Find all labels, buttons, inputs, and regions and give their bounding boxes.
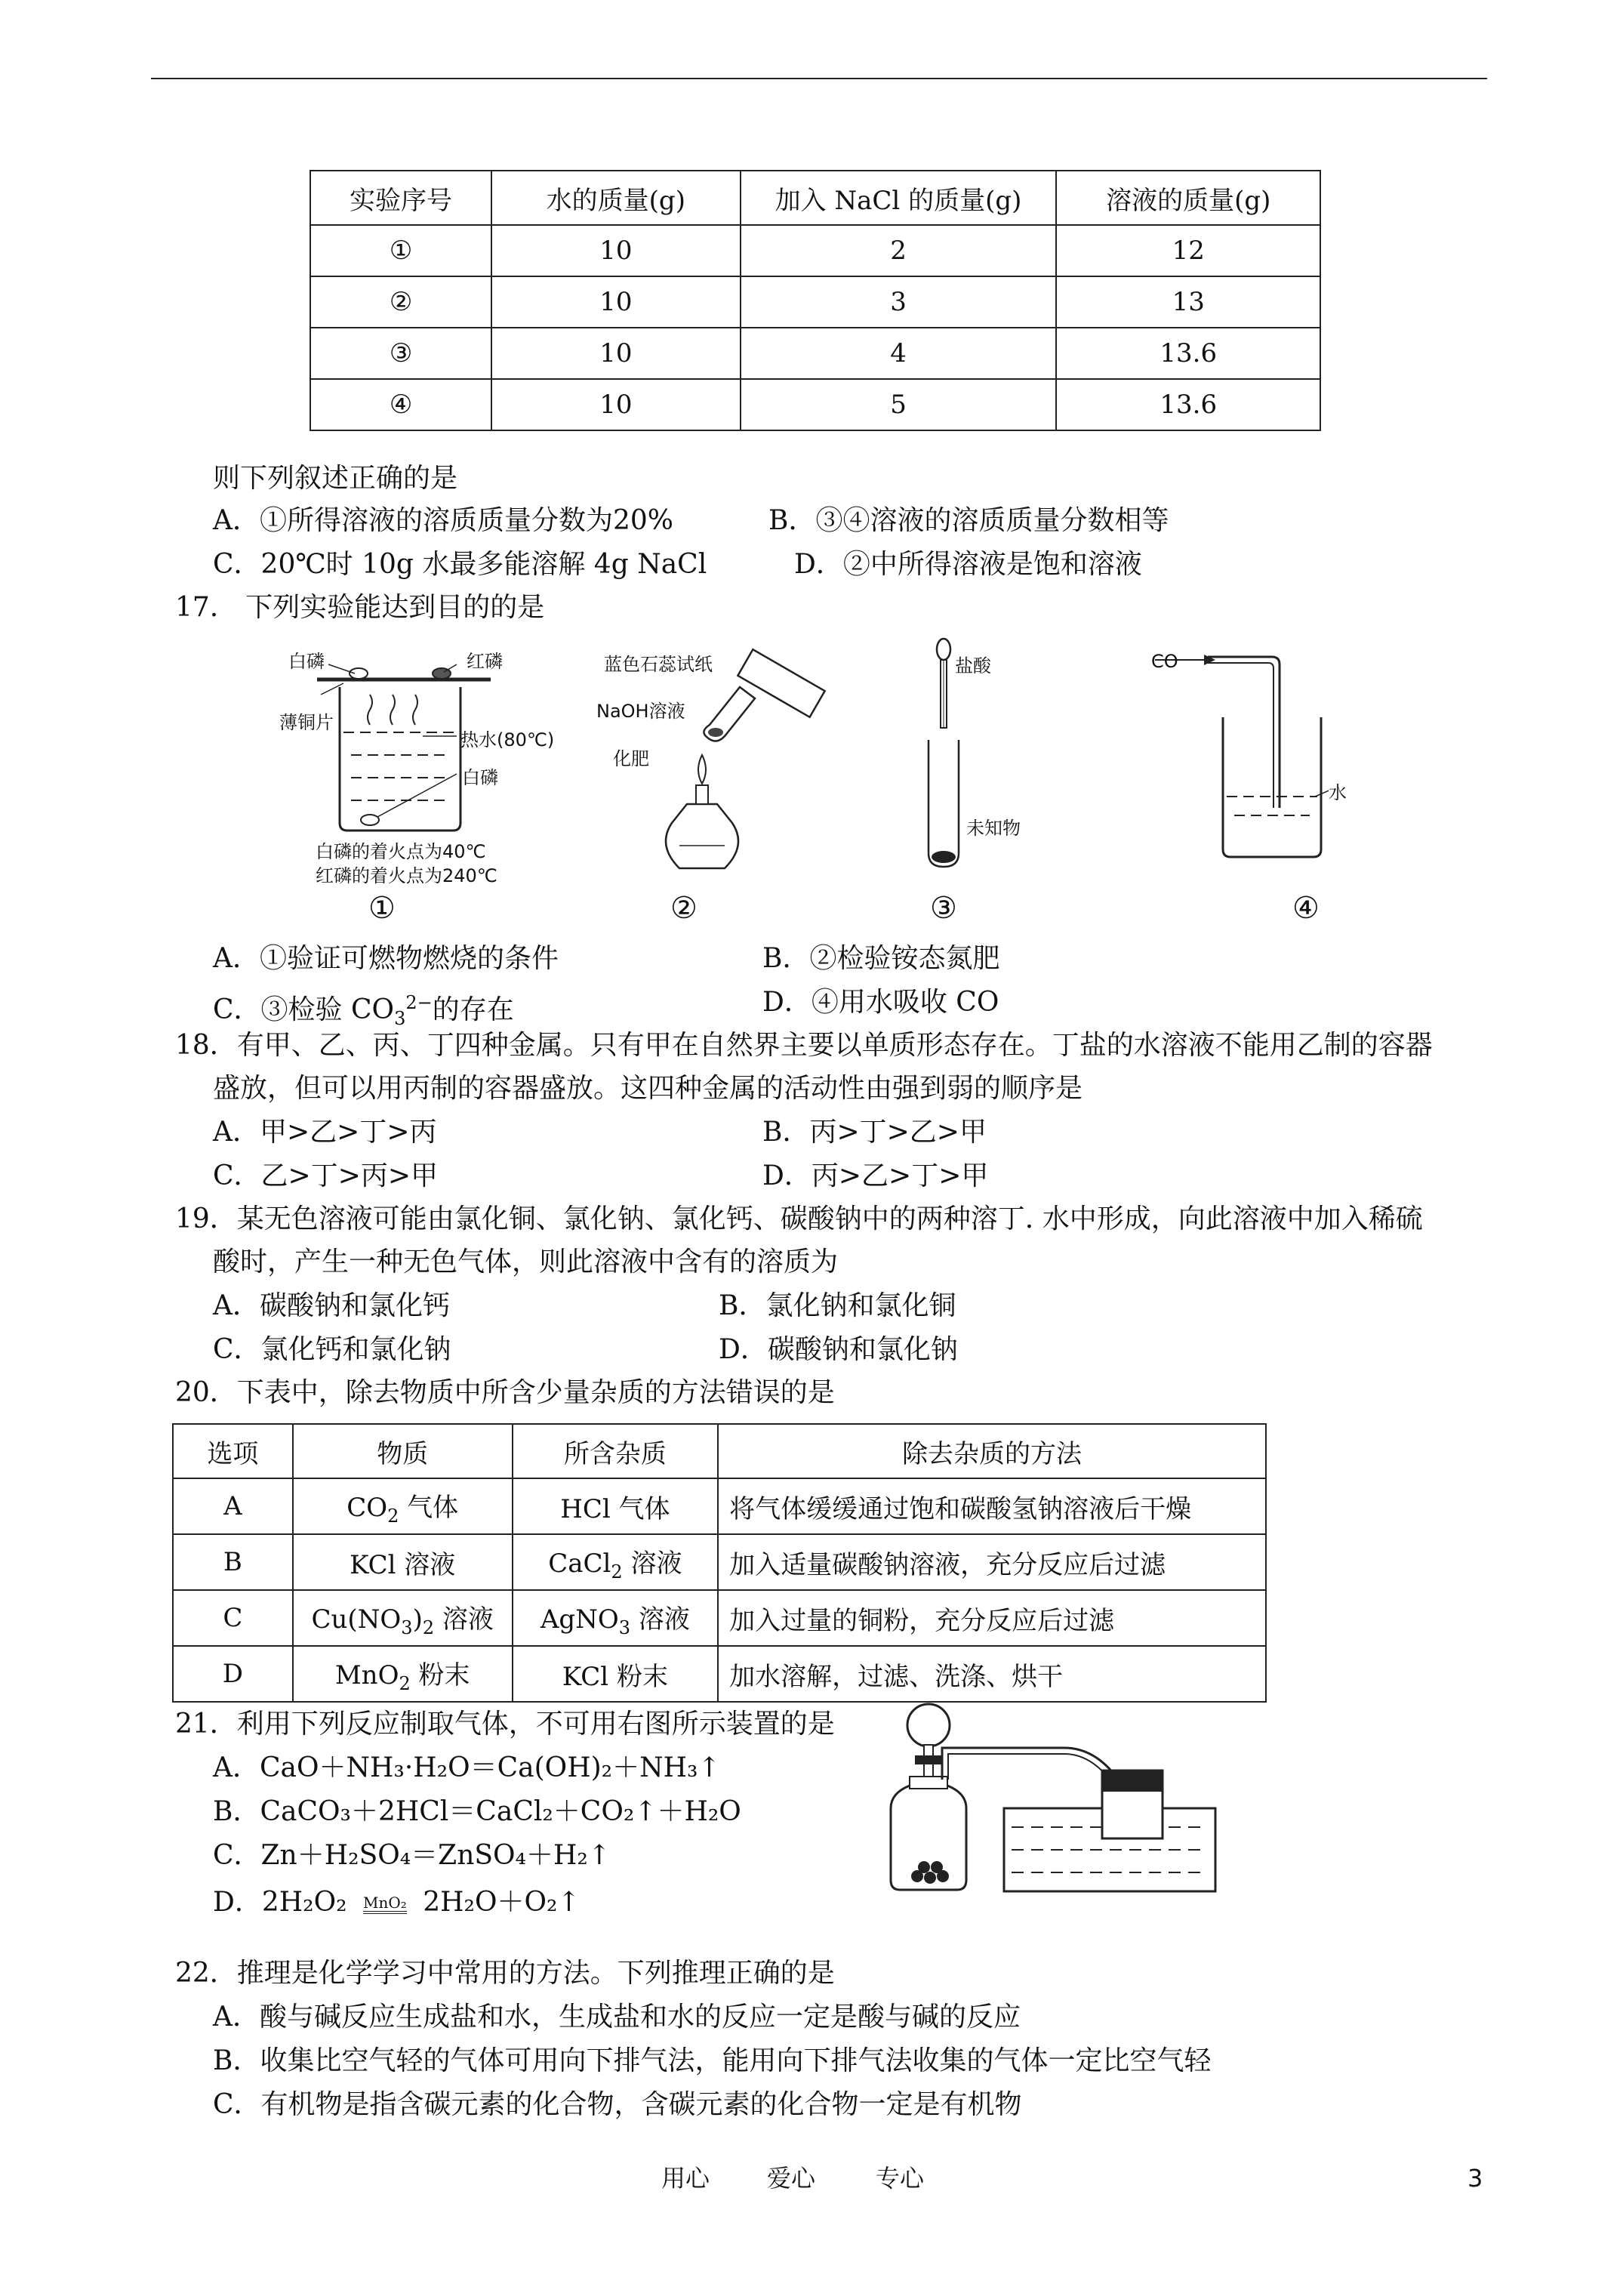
table-cell: A <box>173 1478 293 1534</box>
fig3-label-acid: 盐酸 <box>955 655 991 676</box>
q18-option-b: B．丙>丁>乙>甲 <box>762 1117 987 1148</box>
fig2-label-fertilizer: 化肥 <box>613 748 649 769</box>
q17-option-c-sub: 3 <box>394 1008 406 1030</box>
formula-text: MnO <box>334 1660 399 1690</box>
page-number: 3 <box>1467 2164 1483 2193</box>
fig2-label-litmus: 蓝色石蕊试纸 <box>604 654 713 675</box>
table-cell: KCl 溶液 <box>293 1534 513 1590</box>
table-cell: ③ <box>310 328 491 379</box>
beaker <box>340 687 460 831</box>
formula-sub: 3 <box>618 1616 631 1638</box>
figure-gas-apparatus <box>876 1695 1230 1899</box>
catalyst-label: MnO₂ <box>363 1894 407 1914</box>
table-row <box>173 1590 1266 1646</box>
q21-stem: 21．利用下列反应制取气体，不可用右图所示装置的是 <box>175 1709 835 1740</box>
q19-option-c: C．氯化钙和氯化钠 <box>213 1334 451 1365</box>
fig1-note-2: 红磷的着火点为240℃ <box>316 865 497 886</box>
q19-stem-line1: 19．某无色溶液可能由氯化铜、氯化钠、氯化钙、碳酸钠中的两种溶丁. 水中形成，向此溶液中加入稀硫 <box>175 1203 1423 1234</box>
table-cell: 10 <box>491 328 740 379</box>
fig2-label-naoh: NaOH溶液 <box>596 701 685 722</box>
q19-stem-line2: 酸时，产生一种无色气体，则此溶液中含有的溶质为 <box>213 1247 839 1277</box>
table-cell: 加水溶解，过滤、洗涤、烘干 <box>718 1646 1266 1702</box>
table-header: 除去杂质的方法 <box>718 1424 1266 1478</box>
q16-option-a: A．①所得溶液的溶质质量分数为20% <box>213 505 674 536</box>
fig1-label-red-phosphorus: 红磷 <box>467 651 503 672</box>
steam-wave <box>390 695 395 725</box>
q21-option-d <box>213 1886 581 1919</box>
q18-stem-line1: 18．有甲、乙、丙、丁四种金属。只有甲在自然界主要以单质形态存在。丁盐的水溶液不能用乙制的容器 <box>175 1030 1433 1061</box>
fig1-label-hot-water: 热水(80℃) <box>460 729 555 750</box>
fig1-label-white-phosphorus-2: 白磷 <box>462 767 498 788</box>
formula-text: 气体 <box>399 1492 459 1523</box>
table-cell <box>293 1478 513 1534</box>
formula-text: ) <box>412 1604 423 1635</box>
table-cell <box>513 1534 719 1590</box>
q22-option-c: C．有机物是指含碳元素的化合物，含碳元素的化合物一定是有机物 <box>213 2089 1022 2120</box>
q18-option-c: C．乙>丁>丙>甲 <box>213 1160 439 1191</box>
q17-option-c-text2: 的存在 <box>432 994 514 1025</box>
q21-option-a: A．CaO＋NH₃·H₂O＝Ca(OH)₂＋NH₃↑ <box>213 1752 721 1783</box>
table-cell: ④ <box>310 379 491 430</box>
table-cell: 10 <box>491 379 740 430</box>
impurity-table <box>172 1423 1267 1703</box>
solid-reagent <box>924 1872 936 1884</box>
table-cell: 5 <box>741 379 1057 430</box>
q21-option-d-left: D．2H₂O₂ <box>213 1887 347 1918</box>
table-cell: 3 <box>741 276 1057 328</box>
table-cell: 13 <box>1056 276 1320 328</box>
formula-sub: 2 <box>611 1561 623 1583</box>
figure-ammonium-test <box>627 642 838 883</box>
footer-text-b: 爱心 <box>767 2164 816 2193</box>
flame <box>698 755 706 784</box>
formula-text: Cu(NO <box>311 1604 402 1635</box>
q18-option-d: D．丙>乙>丁>甲 <box>762 1160 989 1191</box>
table-row <box>173 1534 1266 1590</box>
figure-co-absorption <box>1140 642 1329 868</box>
q18-option-a: A．甲>乙>丁>丙 <box>213 1117 437 1148</box>
table-header-row <box>173 1424 1266 1478</box>
stopcock <box>915 1755 942 1764</box>
steam-wave <box>413 695 417 725</box>
q17-option-c-sup: 2− <box>405 992 433 1013</box>
footer-text-a: 用心 <box>661 2164 710 2193</box>
dropper-bulb <box>937 639 950 660</box>
gas-tube-inner <box>1208 663 1273 808</box>
table-header-row <box>310 171 1320 225</box>
beaker <box>1223 717 1321 857</box>
table-row <box>310 225 1320 276</box>
submerged-white-phosphorus <box>361 815 379 825</box>
bottle-cap <box>1102 1771 1163 1792</box>
fig4-number: ④ <box>1292 891 1320 926</box>
table-cell: 12 <box>1056 225 1320 276</box>
table-cell: 13.6 <box>1056 328 1320 379</box>
q20-stem: 20．下表中，除去物质中所含少量杂质的方法错误的是 <box>175 1377 835 1408</box>
alcohol-lamp <box>666 804 738 868</box>
table-cell: 将气体缓缓通过饱和碳酸氢钠溶液后干燥 <box>718 1478 1266 1534</box>
fig1-label-white-phosphorus: 白磷 <box>288 651 325 672</box>
table-cell: C <box>173 1590 293 1646</box>
table-header: 实验序号 <box>310 171 491 225</box>
test-tube-contents <box>708 728 723 737</box>
q21-option-b: B．CaCO₃＋2HCl＝CaCl₂＋CO₂↑＋H₂O <box>213 1796 741 1827</box>
formula-text: 粉末 <box>410 1660 470 1690</box>
table-header: 加入 NaCl 的质量(g) <box>741 171 1057 225</box>
formula-sub: 2 <box>422 1616 435 1638</box>
formula-sub: 2 <box>399 1672 411 1694</box>
table-row <box>173 1478 1266 1534</box>
fig3-number: ③ <box>930 891 957 926</box>
white-phosphorus-lump <box>350 668 368 679</box>
table-cell: 2 <box>741 225 1057 276</box>
fig4-label-co: CO <box>1151 651 1178 672</box>
q16-option-c: C．20℃时 10g 水最多能溶解 4g NaCl <box>213 549 707 580</box>
gas-tube-outer <box>1208 657 1280 808</box>
q19-option-d: D．碳酸钠和氯化钠 <box>719 1334 958 1365</box>
table-cell <box>293 1590 513 1646</box>
test-tube <box>929 740 959 867</box>
table-cell: 13.6 <box>1056 379 1320 430</box>
formula-text: CO <box>346 1492 388 1523</box>
table-row <box>310 328 1320 379</box>
solubility-table <box>310 170 1321 431</box>
q16-option-d: D．②中所得溶液是饱和溶液 <box>794 549 1142 580</box>
q17-option-c <box>213 986 514 1035</box>
formula-text: 溶液 <box>630 1604 690 1635</box>
table-header: 选项 <box>173 1424 293 1478</box>
footer-text-c: 专心 <box>876 2164 925 2193</box>
table-cell: 加入过量的铜粉，充分反应后过滤 <box>718 1590 1266 1646</box>
separatory-funnel <box>907 1704 950 1746</box>
q22-stem: 22．推理是化学学习中常用的方法。下列推理正确的是 <box>175 1958 835 1989</box>
q21-option-c: C．Zn＋H₂SO₄＝ZnSO₄＋H₂↑ <box>213 1840 611 1871</box>
table-cell: ① <box>310 225 491 276</box>
q17-option-c-text: C．③检验 CO <box>213 994 395 1025</box>
table-row <box>310 379 1320 430</box>
table-cell: B <box>173 1534 293 1590</box>
q22-option-a: A．酸与碱反应生成盐和水，生成盐和水的反应一定是酸与碱的反应 <box>213 2002 1021 2032</box>
q17-option-d: D．④用水吸收 CO <box>762 987 999 1018</box>
q19-option-b: B．氯化钠和氯化铜 <box>719 1290 956 1321</box>
table-header: 所含杂质 <box>513 1424 719 1478</box>
formula-sub: 3 <box>401 1616 413 1638</box>
q21-option-d-right: 2H₂O＋O₂↑ <box>423 1887 581 1918</box>
lamp-neck <box>696 785 708 804</box>
fig1-label-copper: 薄铜片 <box>279 712 334 733</box>
fig1-note-1: 白磷的着火点为40℃ <box>316 841 486 862</box>
q17-option-a: A．①验证可燃物燃烧的条件 <box>213 943 559 974</box>
table-row <box>310 276 1320 328</box>
table-cell: ② <box>310 276 491 328</box>
table-cell <box>293 1646 513 1702</box>
table-cell <box>513 1590 719 1646</box>
steam-wave <box>368 695 372 725</box>
q19-option-a: A．碳酸钠和氯化钙 <box>213 1290 450 1321</box>
q16-stem: 则下列叙述正确的是 <box>213 463 458 494</box>
fig3-label-unknown: 未知物 <box>966 818 1021 839</box>
formula-text: AgNO <box>540 1604 619 1635</box>
litmus-paper <box>738 649 824 717</box>
unknown-solid <box>932 851 956 863</box>
fig4-label-water: 水 <box>1329 782 1347 803</box>
solid-reagent <box>918 1861 930 1873</box>
fig1-number: ① <box>368 891 396 926</box>
table-cell: HCl 气体 <box>513 1478 719 1534</box>
q18-stem-line2: 盛放，但可以用丙制的容器盛放。这四种金属的活动性由强到弱的顺序是 <box>213 1073 1083 1104</box>
leader-line <box>328 664 355 673</box>
q16-option-b: B．③④溶液的溶质质量分数相等 <box>768 505 1169 536</box>
table-row <box>173 1646 1266 1702</box>
table-cell: D <box>173 1646 293 1702</box>
formula-text: CaCl <box>548 1548 611 1579</box>
table-cell: KCl 粉末 <box>513 1646 719 1702</box>
formula-text: 溶液 <box>434 1604 494 1635</box>
table-header: 物质 <box>293 1424 513 1478</box>
table-cell: 加入适量碳酸钠溶液，充分反应后过滤 <box>718 1534 1266 1590</box>
table-cell: 4 <box>741 328 1057 379</box>
solid-reagent <box>931 1861 943 1873</box>
q17-stem: 17. 下列实验能达到目的的是 <box>175 592 545 623</box>
table-header: 水的质量(g) <box>491 171 740 225</box>
leader-line <box>377 774 457 817</box>
header-rule <box>151 78 1487 79</box>
formula-sub: 2 <box>387 1505 399 1527</box>
table-cell: 10 <box>491 225 740 276</box>
table-cell: 10 <box>491 276 740 328</box>
formula-text: 溶液 <box>622 1548 682 1579</box>
q22-option-b: B．收集比空气轻的气体可用向下排气法，能用向下排气法收集的气体一定比空气轻 <box>213 2045 1212 2076</box>
fig2-number: ② <box>670 891 698 926</box>
table-header: 溶液的质量(g) <box>1056 171 1320 225</box>
q17-option-b: B．②检验铵态氮肥 <box>762 943 1000 974</box>
